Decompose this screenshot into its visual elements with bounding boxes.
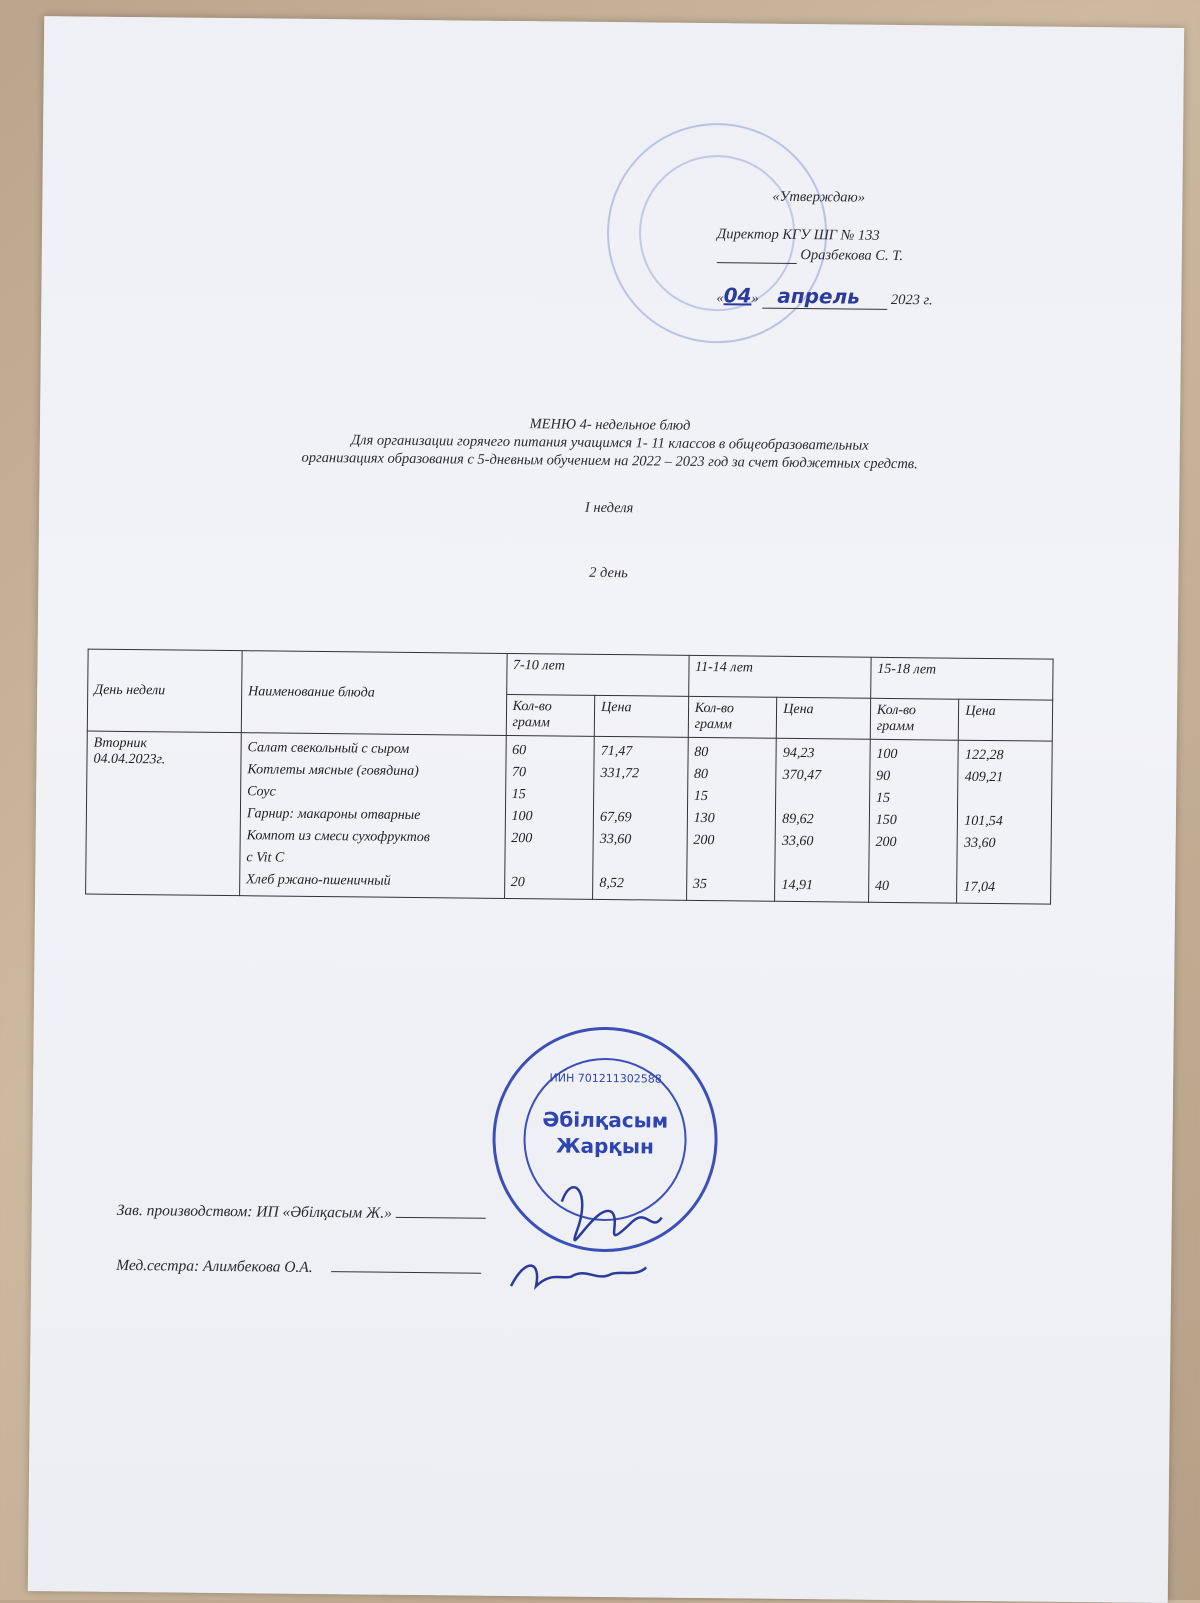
production-manager-label: Зав. производством: ИП «Әбілқасым Ж.» xyxy=(116,1201,393,1222)
list-item: Соус xyxy=(247,784,276,800)
qty-group-2 xyxy=(686,737,776,901)
director-signature xyxy=(717,246,797,264)
approval-signature-line xyxy=(717,246,903,265)
list-item: с Vit C xyxy=(246,850,285,866)
price-value xyxy=(599,851,680,874)
price-value: 17,04 xyxy=(963,879,996,896)
qty-value: 90 xyxy=(876,768,891,784)
approval-heading: «Утверждаю» xyxy=(772,188,866,206)
dish-list xyxy=(240,733,506,899)
qty-value: 150 xyxy=(875,812,897,829)
nurse-label: Мед.сестра: Алимбекова О.А. xyxy=(116,1256,313,1276)
nurse-signature xyxy=(511,1265,646,1287)
menu-title: МЕНЮ 4- недельное блюд xyxy=(529,416,691,434)
day-date: 04.04.2023г. xyxy=(93,751,166,768)
price-value xyxy=(782,853,863,876)
list-item: Салат свекольный с сыром xyxy=(247,740,410,757)
price-value: 94,23 xyxy=(782,745,815,762)
date-close-quote: » xyxy=(751,290,759,307)
menu-subtitle-1: Для организации горячего питания учащимся 1- 11 классов в общеобразовательных xyxy=(350,432,869,454)
qty-value: 15 xyxy=(693,788,708,805)
qty-value: 80 xyxy=(694,744,709,761)
list-item: Компот из смеси сухофруктов xyxy=(246,828,430,846)
table-row xyxy=(86,731,1053,904)
header-qty-2: Кол-во грамм xyxy=(688,696,777,738)
qty-value xyxy=(511,850,587,873)
qty-value: 200 xyxy=(693,832,715,849)
header-qty-3: Кол-во грамм xyxy=(870,698,959,740)
document-page xyxy=(28,16,1184,1603)
price-value: 101,54 xyxy=(964,813,1003,830)
qty-value: 15 xyxy=(511,787,526,803)
date-month: апрель xyxy=(762,284,887,310)
day-name: Вторник xyxy=(93,735,148,752)
price-value xyxy=(600,785,681,808)
price-value: 122,28 xyxy=(964,747,1004,764)
menu-table xyxy=(85,649,1054,905)
menu-subtitle-2: организациях образования с 5-дневным обучением на 2022 – 2023 год за счет бюджетных средств. xyxy=(301,449,918,473)
price-value: 71,47 xyxy=(600,743,633,760)
price-value: 370,47 xyxy=(782,767,822,784)
list-item: Хлеб ржано-пшеничный xyxy=(246,872,391,889)
week-label: I неделя xyxy=(584,499,634,517)
qty-value: 200 xyxy=(511,831,533,847)
stamp-iin: ИИН 701211302588 xyxy=(549,1071,662,1086)
production-manager xyxy=(117,1202,486,1224)
date-year: 2023 г. xyxy=(890,291,933,309)
header-day: День недели xyxy=(87,649,242,733)
price-value xyxy=(964,855,1045,878)
qty-value: 15 xyxy=(875,790,891,806)
qty-group-3 xyxy=(868,739,958,903)
header-qty-1: Кол-во грамм xyxy=(506,694,595,736)
qty-value: 80 xyxy=(694,766,709,783)
list-item: Гарнир: макароны отварные xyxy=(246,806,421,824)
header-age-2: 11-14 лет xyxy=(688,655,871,698)
stamp-name-2: Жарқын xyxy=(555,1133,654,1159)
approval-date xyxy=(716,283,933,310)
qty-value xyxy=(693,852,769,875)
stamp-name-1: Әбілқасым xyxy=(542,1107,669,1133)
qty-value: 70 xyxy=(511,765,527,781)
header-price-1: Цена xyxy=(594,695,688,737)
nurse-signature-line xyxy=(331,1271,481,1274)
price-group-3 xyxy=(957,740,1052,904)
day-label: 2 день xyxy=(589,564,628,582)
price-value: 14,91 xyxy=(781,877,814,894)
price-value xyxy=(964,789,1045,812)
qty-value: 200 xyxy=(875,834,897,851)
qty-value: 40 xyxy=(874,878,890,894)
price-value: 33,60 xyxy=(963,835,996,852)
price-value: 409,21 xyxy=(964,769,1004,786)
price-value: 331,72 xyxy=(600,765,640,782)
approval-director-name: Оразбекова С. Т. xyxy=(800,247,904,265)
qty-value: 100 xyxy=(511,809,533,825)
date-open-quote: « xyxy=(716,290,724,307)
price-value xyxy=(782,787,863,810)
header-age-1: 7-10 лет xyxy=(506,653,689,696)
price-value: 33,60 xyxy=(599,831,632,848)
qty-value xyxy=(875,854,951,877)
signature-scribble xyxy=(501,1161,673,1313)
nurse xyxy=(116,1257,482,1279)
price-group-2 xyxy=(775,738,870,902)
price-value: 33,60 xyxy=(781,833,814,850)
price-group-1 xyxy=(593,736,688,900)
qty-value: 100 xyxy=(876,746,898,763)
qty-value: 20 xyxy=(510,875,525,891)
price-value: 8,52 xyxy=(599,875,624,892)
qty-value: 60 xyxy=(512,743,527,759)
header-price-2: Цена xyxy=(777,697,871,739)
qty-value: 35 xyxy=(692,876,708,893)
price-value: 67,69 xyxy=(599,809,632,826)
production-signature xyxy=(561,1187,662,1241)
day-cell xyxy=(86,731,242,896)
approval-director: Директор КГУ ШГ № 133 xyxy=(716,226,880,244)
production-signature-line xyxy=(396,1217,486,1219)
header-price-3: Цена xyxy=(959,699,1053,741)
date-day: 04 xyxy=(723,283,752,308)
price-value: 89,62 xyxy=(782,811,814,828)
list-item: Котлеты мясные (говядина) xyxy=(247,762,419,780)
qty-value: 130 xyxy=(693,810,715,827)
header-dish: Наименование блюда xyxy=(241,651,506,736)
qty-group-1 xyxy=(504,735,594,899)
header-age-3: 15-18 лет xyxy=(871,657,1054,700)
